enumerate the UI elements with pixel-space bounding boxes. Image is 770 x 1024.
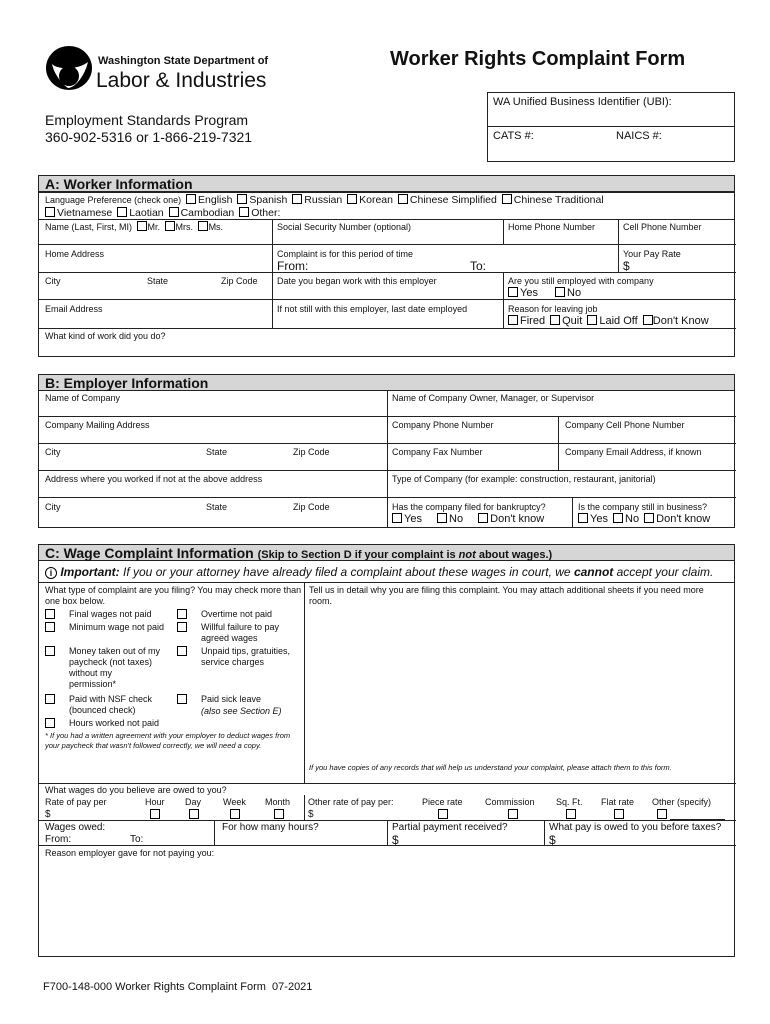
program-phone: 360-902-5316 or 1-866-219-7321: [45, 129, 253, 145]
work-kind-label: What kind of work did you do?: [45, 331, 166, 341]
piece-rate-checkbox[interactable]: [438, 809, 448, 819]
company-email-label: Company Email Address, if known: [565, 447, 702, 457]
lang-spanish-checkbox[interactable]: [237, 194, 247, 204]
skip-note-not: not: [458, 549, 476, 561]
wages-to-label: To:: [130, 834, 144, 845]
detail-label: Tell us in detail why you are filing this complaint. You may attach additional sheets if you need more room.: [309, 585, 704, 606]
mailing-address-label: Company Mailing Address: [45, 420, 150, 430]
agency-name-line1: Washington State Department of: [98, 55, 269, 67]
other-sqft-label: Sq. Ft.: [556, 797, 583, 807]
mrs-label: Mrs.: [175, 222, 194, 232]
in-business-no-checkbox[interactable]: [613, 513, 623, 523]
info-circle-icon: i: [45, 567, 57, 579]
mrs-checkbox[interactable]: [165, 221, 175, 231]
lang-other-checkbox[interactable]: [239, 207, 249, 217]
pay-rate-dollar: $: [623, 259, 630, 273]
money-taken-label: Money taken out of my paycheck (not taxes) without my permission*: [69, 646, 161, 689]
lang-english-label: English: [198, 194, 233, 206]
rate-dollar: $: [45, 809, 51, 820]
final-wages-checkbox[interactable]: [45, 609, 55, 619]
period-from-label: From:: [277, 259, 309, 273]
partial-dollar: $: [392, 833, 399, 847]
in-business-label: Is the company still in business?: [578, 502, 708, 512]
lang-chinese-simplified-checkbox[interactable]: [398, 194, 408, 204]
fired-checkbox[interactable]: [508, 315, 518, 325]
partial-payment-label: Partial payment received?: [392, 822, 508, 833]
cats-label: CATS #:: [493, 130, 534, 142]
cell-phone-label: Cell Phone Number: [623, 222, 702, 232]
ssn-label: Social Security Number (optional): [277, 222, 412, 232]
rate-hour-label: Hour: [145, 797, 165, 807]
section-c-header: [38, 544, 735, 561]
worked-city-label: City: [45, 502, 61, 512]
deduction-footnote: * If you had a written agreement with your employer to deduct wages from your paycheck that wasn't followed correctly, we will need a copy.: [45, 731, 291, 750]
lang-russian-label: Russian: [304, 194, 343, 206]
other-piece-rate-label: Piece rate: [422, 797, 463, 807]
laid-off-label: Laid Off: [599, 315, 638, 327]
sqft-checkbox[interactable]: [566, 809, 576, 819]
nsf-check-checkbox[interactable]: [45, 694, 55, 704]
unpaid-tips-label: Unpaid tips, gratuities, service charges: [201, 646, 291, 667]
in-business-yes-checkbox[interactable]: [578, 513, 588, 523]
form-id-footer: F700-148-000 Worker Rights Complaint Form 07-2021: [43, 981, 313, 993]
rate-day-checkbox[interactable]: [189, 809, 199, 819]
paid-sick-leave-label: Paid sick leave: [201, 694, 262, 704]
home-phone-label: Home Phone Number: [508, 222, 596, 232]
still-employed-no-checkbox[interactable]: [555, 287, 565, 297]
worked-zip-label: Zip Code: [293, 502, 330, 512]
bankruptcy-yes-label: Yes: [404, 513, 422, 525]
see-section-e-note: (also see Section E): [201, 706, 282, 716]
fired-label: Fired: [520, 315, 546, 327]
minimum-wage-label: Minimum wage not paid: [69, 622, 165, 632]
unpaid-tips-checkbox[interactable]: [177, 646, 187, 656]
company-type-label: Type of Company (for example: construction, restaurant, janitorial): [392, 474, 656, 484]
still-employed-yes-label: Yes: [520, 287, 538, 299]
ms-label: Ms.: [208, 222, 224, 232]
home-address-label: Home Address: [45, 249, 105, 259]
lang-other-label: Other:: [251, 207, 281, 219]
quit-checkbox[interactable]: [550, 315, 560, 325]
rate-hour-checkbox[interactable]: [150, 809, 160, 819]
paid-sick-leave-checkbox[interactable]: [177, 694, 187, 704]
overtime-checkbox[interactable]: [177, 609, 187, 619]
worked-address-label: Address where you worked if not at the above address: [45, 474, 263, 484]
wages-owed-question: What wages do you believe are owed to you?: [45, 785, 227, 795]
in-business-dont-know-checkbox[interactable]: [644, 513, 654, 523]
bankruptcy-no-checkbox[interactable]: [437, 513, 447, 523]
lang-vietnamese-label: Vietnamese: [57, 207, 113, 219]
agency-name-line2: Labor & Industries: [96, 69, 267, 92]
other-commission-label: Commission: [485, 797, 535, 807]
worked-state-label: State: [206, 502, 228, 512]
period-to-label: To:: [470, 259, 487, 273]
other-flat-rate-label: Flat rate: [601, 797, 635, 807]
mr-checkbox[interactable]: [137, 221, 147, 231]
office-use-box: [487, 92, 735, 162]
other-rate-label: Other rate of pay per:: [308, 797, 394, 807]
owed-dollar: $: [549, 833, 556, 847]
other-specify-line: [670, 819, 725, 820]
important-cannot: cannot: [573, 565, 614, 579]
nsf-check-label: Paid with NSF check (bounced check): [69, 694, 153, 715]
period-label: Complaint is for this period of time: [277, 249, 414, 259]
important-text-pre: If you or your attorney have already filed a complaint about these wages in court, we: [119, 565, 574, 579]
rate-week-checkbox[interactable]: [230, 809, 240, 819]
still-employed-no-label: No: [567, 287, 582, 299]
quit-label: Quit: [562, 315, 583, 327]
other-specify-checkbox[interactable]: [657, 809, 667, 819]
ubi-label: WA Unified Business Identifier (UBI):: [493, 96, 672, 108]
lang-chinese-traditional-label: Chinese Traditional: [513, 194, 604, 206]
hours-not-paid-checkbox[interactable]: [45, 718, 55, 728]
lang-chinese-traditional-checkbox[interactable]: [502, 194, 512, 204]
detail-textarea[interactable]: [306, 608, 731, 760]
zip-label: Zip Code: [221, 276, 258, 286]
company-cell-label: Company Cell Phone Number: [565, 420, 685, 430]
owed-before-tax-label: What pay is owed to you before taxes?: [549, 822, 722, 833]
willful-failure-checkbox[interactable]: [177, 622, 187, 632]
mr-label: Mr.: [147, 222, 161, 232]
program-name: Employment Standards Program: [45, 112, 249, 128]
bankruptcy-yes-checkbox[interactable]: [392, 513, 402, 523]
still-employed-label: Are you still employed with company: [508, 276, 654, 286]
wages-owed-label: Wages owed:: [45, 822, 106, 833]
li-logo-icon: [44, 44, 96, 94]
bankruptcy-label: Has the company filed for bankruptcy?: [392, 502, 546, 512]
commission-checkbox[interactable]: [508, 809, 518, 819]
important-notice: [38, 561, 735, 583]
company-name-label: Name of Company: [45, 393, 121, 403]
hours-label: For how many hours?: [222, 822, 319, 833]
skip-note-post: about wages.): [475, 549, 553, 561]
pay-rate-label: Your Pay Rate: [623, 249, 681, 259]
section-a-header: [38, 175, 735, 192]
money-taken-checkbox[interactable]: [45, 646, 55, 656]
skip-note-pre: (Skip to Section D if your complaint is: [257, 549, 459, 561]
records-note: If you have copies of any records that will help us understand your complaint, please attach them to this form.: [309, 763, 672, 772]
dont-know-checkbox[interactable]: [643, 315, 653, 325]
company-fax-label: Company Fax Number: [392, 447, 483, 457]
wages-from-label: From:: [45, 834, 72, 845]
still-employed-yes-checkbox[interactable]: [508, 287, 518, 297]
bankruptcy-dont-know-label: Don't know: [490, 513, 545, 525]
other-rate-dollar: $: [308, 809, 314, 820]
lang-russian-checkbox[interactable]: [292, 194, 302, 204]
section-a-title: A: Worker Information: [45, 176, 193, 192]
final-wages-label: Final wages not paid: [69, 609, 152, 619]
section-b-title: B: Employer Information: [45, 375, 209, 391]
reason-not-paid-label: Reason employer gave for not paying you:: [45, 848, 215, 858]
reason-leaving-label: Reason for leaving job: [508, 304, 598, 314]
language-label: Language Preference (check one): [45, 195, 182, 205]
lang-laotian-checkbox[interactable]: [117, 207, 127, 217]
rate-month-label: Month: [265, 797, 291, 807]
willful-failure-label: Willful failure to pay agreed wages: [201, 622, 280, 643]
company-phone-label: Company Phone Number: [392, 420, 494, 430]
complaint-type-question: What type of complaint are you filing? You may check more than one box below.: [45, 585, 302, 606]
began-work-label: Date you began work with this employer: [277, 276, 437, 286]
lang-korean-checkbox[interactable]: [347, 194, 357, 204]
lang-english-checkbox[interactable]: [186, 194, 196, 204]
other-specify-label: Other (specify): [652, 797, 712, 807]
dont-know-label: Don't Know: [652, 315, 709, 327]
employer-state-label: State: [206, 447, 228, 457]
important-text-post: accept your claim.: [613, 565, 714, 579]
bankruptcy-no-label: No: [449, 513, 464, 525]
lang-korean-label: Korean: [359, 194, 393, 206]
rate-of-pay-label: Rate of pay per: [45, 797, 107, 807]
naics-label: NAICS #:: [616, 130, 662, 142]
ms-checkbox[interactable]: [198, 221, 208, 231]
email-label: Email Address: [45, 304, 103, 314]
in-business-yes-label: Yes: [590, 513, 608, 525]
laid-off-checkbox[interactable]: [587, 315, 597, 325]
lang-cambodian-label: Cambodian: [180, 207, 235, 219]
bankruptcy-dont-know-checkbox[interactable]: [478, 513, 488, 523]
city-label: City: [45, 276, 61, 286]
section-c-title: C: Wage Complaint Information: [45, 545, 254, 561]
flat-rate-checkbox[interactable]: [614, 809, 624, 819]
owner-label: Name of Company Owner, Manager, or Supervisor: [392, 393, 595, 403]
state-label: State: [147, 276, 169, 286]
agency-logo: [44, 44, 96, 94]
lang-chinese-simplified-label: Chinese Simplified: [409, 194, 497, 206]
in-business-no-label: No: [625, 513, 640, 525]
form-title: Worker Rights Complaint Form: [390, 48, 686, 70]
lang-laotian-label: Laotian: [129, 207, 164, 219]
hours-not-paid-label: Hours worked not paid: [69, 718, 160, 728]
ubi-field[interactable]: [490, 111, 730, 125]
rate-week-label: Week: [223, 797, 246, 807]
last-date-label: If not still with this employer, last date employed: [277, 304, 468, 314]
overtime-label: Overtime not paid: [201, 609, 273, 619]
lang-cambodian-checkbox[interactable]: [169, 207, 179, 217]
employer-city-label: City: [45, 447, 61, 457]
lang-vietnamese-checkbox[interactable]: [45, 207, 55, 217]
rate-month-checkbox[interactable]: [274, 809, 284, 819]
lang-spanish-label: Spanish: [249, 194, 288, 206]
in-business-dont-know-label: Don't know: [656, 513, 711, 525]
language-row: [38, 192, 735, 219]
section-b-header: [38, 374, 735, 391]
minimum-wage-checkbox[interactable]: [45, 622, 55, 632]
important-label: Important:: [60, 565, 120, 579]
reason-textarea[interactable]: [40, 860, 732, 954]
rate-day-label: Day: [185, 797, 202, 807]
name-label: Name (Last, First, MI): [45, 222, 133, 232]
employer-zip-label: Zip Code: [293, 447, 330, 457]
